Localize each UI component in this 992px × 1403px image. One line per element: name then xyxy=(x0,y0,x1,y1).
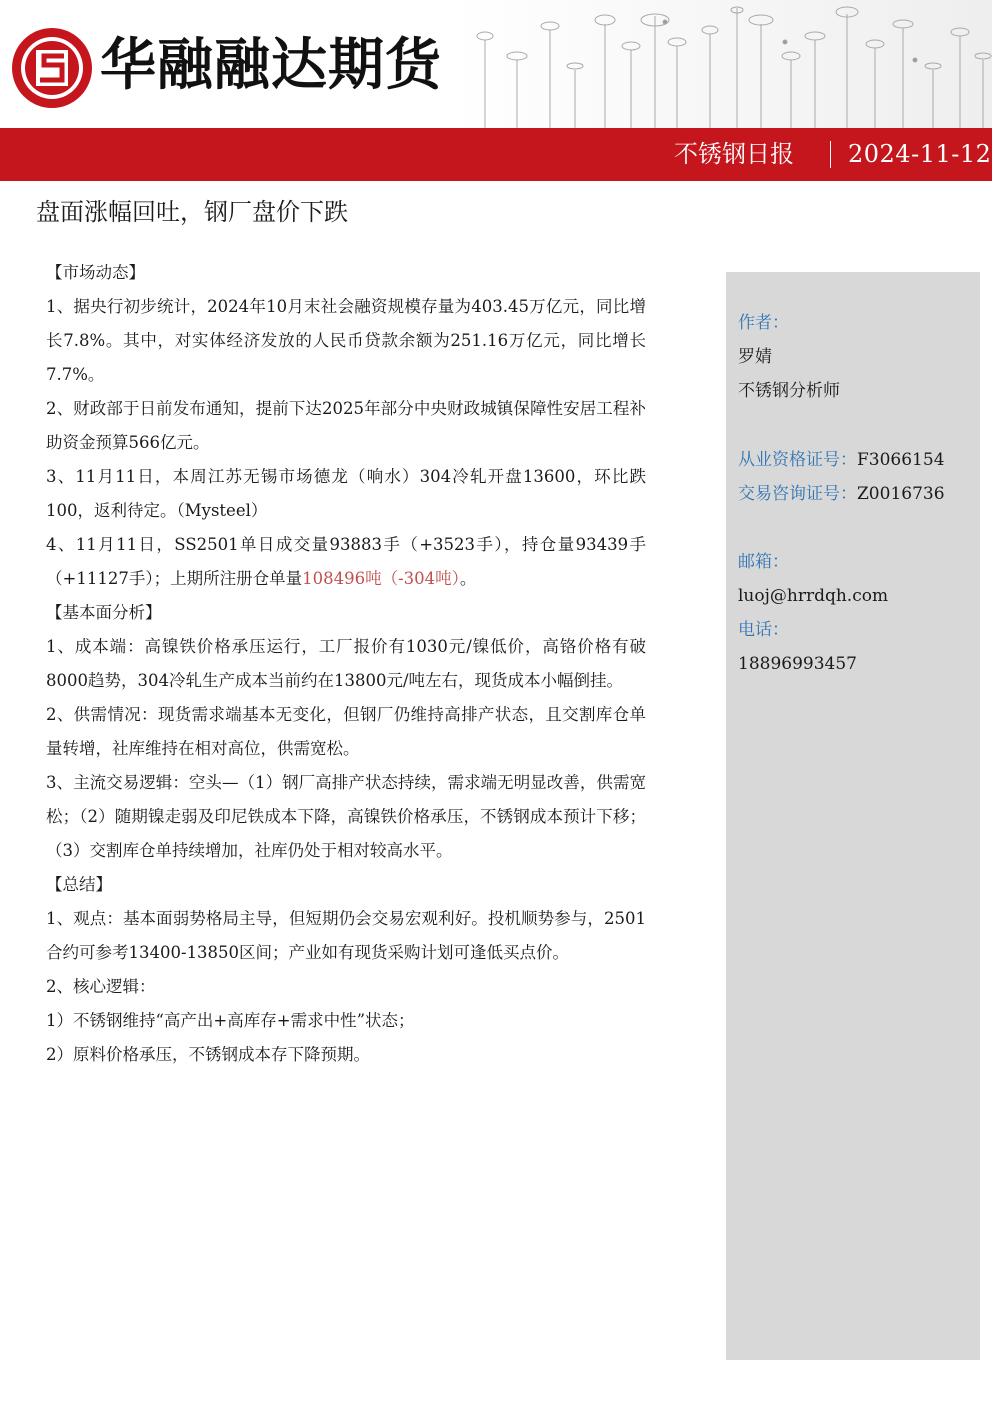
warehouse-receipt-highlight: 108496吨（-304吨） xyxy=(302,569,460,588)
section-title-summary: 【总结】 xyxy=(46,875,112,894)
email-address: luoj@hrrdqh.com xyxy=(738,586,889,606)
market-item: 1、据央行初步统计，2024年10月末社会融资规模存量为403.45万亿元，同比增长7.8%。其中，对实体经济发放的人民币贷款余额为251.16万亿元，同比增长7.7%。 xyxy=(46,297,646,384)
summary-item: 2）原料价格承压，不锈钢成本存下降预期。 xyxy=(46,1045,370,1064)
section-title-market: 【市场动态】 xyxy=(46,263,145,282)
fundamental-item: 3、主流交易逻辑：空头—（1）钢厂高排产状态持续，需求端无明显改善，供需宽松；（2）随期镍走弱及印尼铁成本下降，高镍铁价格承压，不锈钢成本预计下移；（3）交割库仓单持续增加，社库仍处于相对较高水平。 xyxy=(46,773,646,860)
consult-label: 交易咨询证号： xyxy=(738,484,857,504)
banner-divider xyxy=(830,141,831,168)
summary-item: 1）不锈钢维持“高产出+高库存+需求中性”状态； xyxy=(46,1011,415,1030)
report-date: 2024-11-12 xyxy=(848,140,992,168)
report-headline: 盘面涨幅回吐，钢厂盘价下跌 xyxy=(36,198,348,226)
market-item-4-prefix: 4、11月11日，SS2501单日成交量93883手（+3523手），持仓量93439手（+11127手）；上期所注册仓单量 xyxy=(46,535,646,588)
company-name: 华融融达期货 xyxy=(100,33,442,98)
qualification-number: F3066154 xyxy=(857,450,945,470)
page-header xyxy=(0,0,992,128)
email-label: 邮箱： xyxy=(738,552,789,572)
company-logo-icon xyxy=(10,26,94,110)
phone-number: 18896993457 xyxy=(738,654,857,674)
consult-row xyxy=(738,477,945,511)
report-banner xyxy=(0,128,992,181)
decorative-lines-graphic xyxy=(455,0,992,128)
report-body xyxy=(46,256,646,1072)
consult-number: Z0016736 xyxy=(857,484,945,504)
market-item-4 xyxy=(46,528,646,596)
qualification-row xyxy=(738,443,945,477)
market-item: 2、财政部于日前发布通知，提前下达2025年部分中央财政城镇保障性安居工程补助资金预算566亿元。 xyxy=(46,399,646,452)
author-sidebar xyxy=(726,272,980,1360)
qualification-label: 从业资格证号： xyxy=(738,450,857,470)
author-title: 不锈钢分析师 xyxy=(738,381,840,401)
fundamental-item: 1、成本端：高镍铁价格承压运行，工厂报价有1030元/镍低价，高铬价格有破8000趋势，304冷轧生产成本当前约在13800元/吨左右，现货成本小幅倒挂。 xyxy=(46,637,646,690)
summary-item: 1、观点：基本面弱势格局主导，但短期仍会交易宏观利好。投机顺势参与，2501合约可参考13400-13850区间；产业如有现货采购计划可逢低买点价。 xyxy=(46,909,646,962)
fundamental-item: 2、供需情况：现货需求端基本无变化，但钢厂仍维持高排产状态，且交割库仓单量转增，社库维持在相对高位，供需宽松。 xyxy=(46,705,646,758)
report-type: 不锈钢日报 xyxy=(674,140,794,168)
author-name: 罗婧 xyxy=(738,347,772,367)
market-item-4-suffix: 。 xyxy=(459,569,477,588)
summary-item: 2、核心逻辑： xyxy=(46,977,156,996)
author-label: 作者： xyxy=(738,313,789,333)
phone-label: 电话： xyxy=(738,620,789,640)
market-item: 3、11月11日，本周江苏无锡市场德龙（响水）304冷轧开盘13600，环比跌100，返利待定。（Mysteel） xyxy=(46,467,646,520)
section-title-fundamental: 【基本面分析】 xyxy=(46,603,162,622)
